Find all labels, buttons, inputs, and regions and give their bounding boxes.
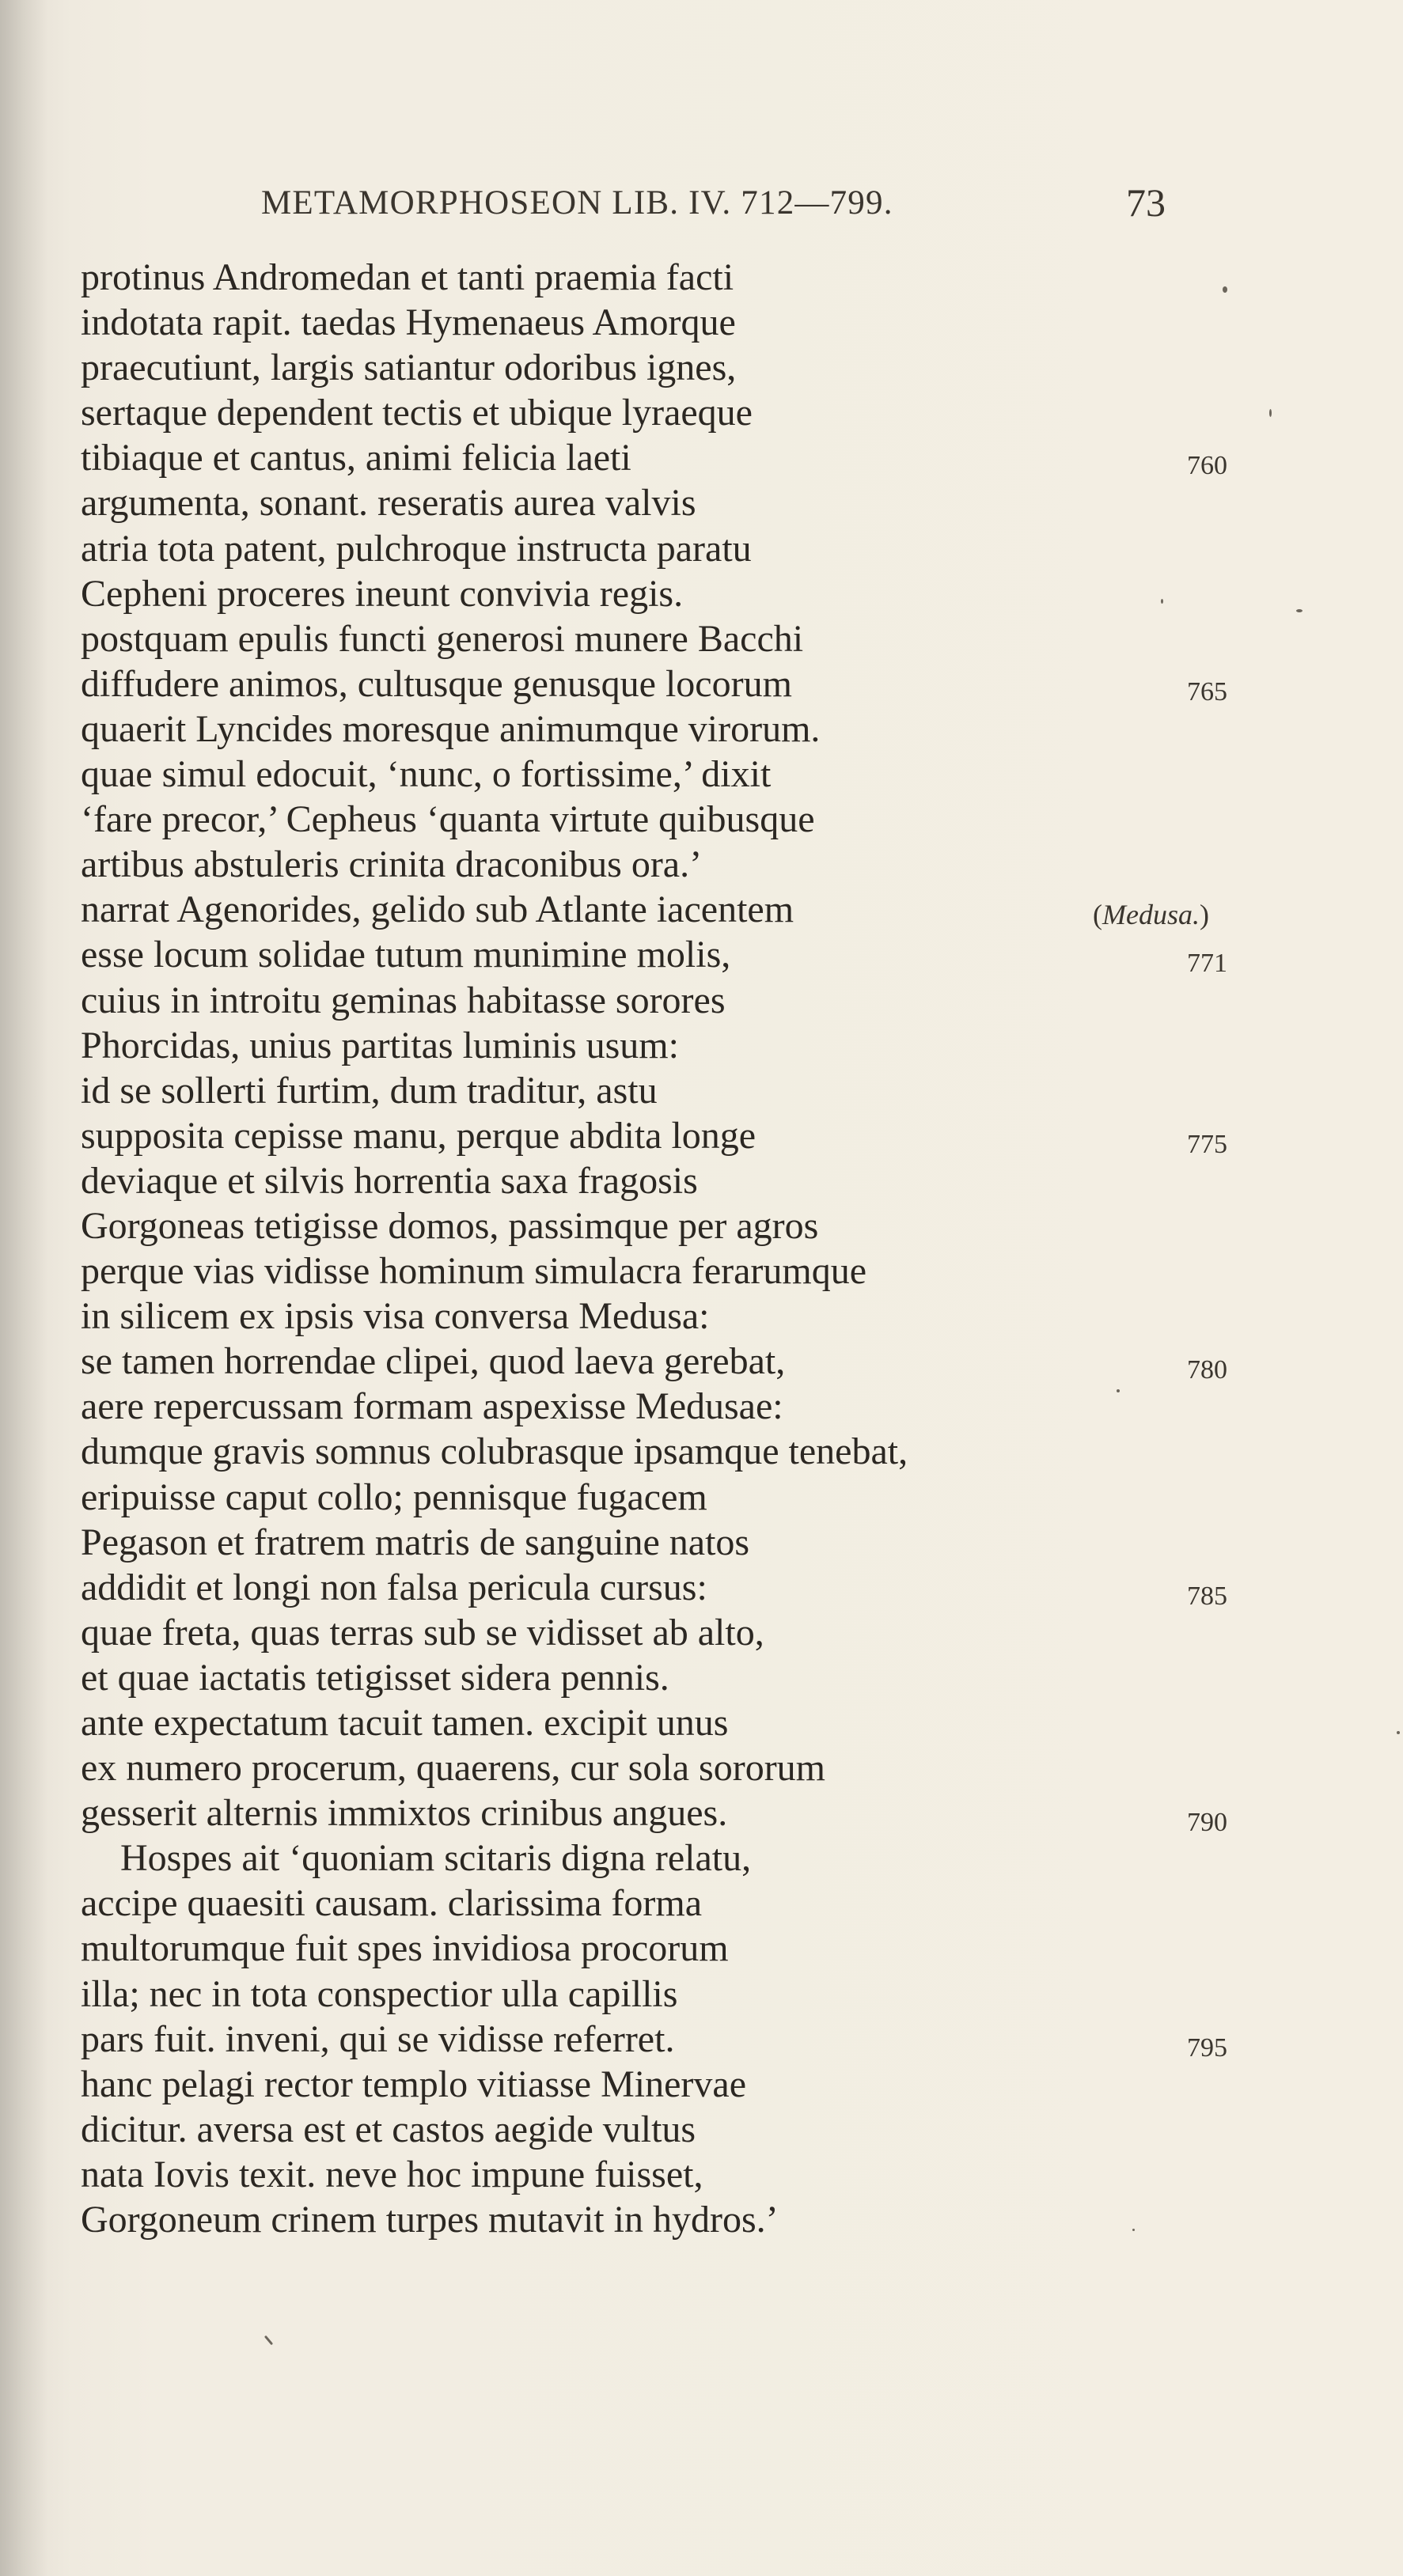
verse-line: cuius in introitu geminas habitasse sorores — [81, 979, 726, 1021]
verse-line: Gorgoneum crinem turpes mutavit in hydros.’ — [81, 2199, 779, 2241]
verse-line: aere repercussam formam aspexisse Medusae: — [81, 1385, 783, 1428]
verse-line: hanc pelagi rector templo vitiasse Minervae — [81, 2063, 747, 2105]
verse-line: artibus abstuleris crinita draconibus ora.’ — [81, 843, 703, 886]
verse-line: indotata rapit. taedas Hymenaeus Amorque — [81, 301, 736, 344]
verse-line: quae freta, quas terras sub se vidisset ab alto, — [81, 1611, 764, 1654]
verse-line: supposita cepisse manu, perque abdita longe — [81, 1114, 756, 1157]
verse-line: ante expectatum tacuit tamen. excipit unus — [81, 1702, 729, 1744]
verse-line: nata Iovis texit. neve hoc impune fuisset, — [81, 2153, 703, 2195]
verse-line: et quae iactatis tetigisset sidera pennis. — [81, 1656, 669, 1699]
verse-line: diffudere animos, cultusque genusque locorum — [81, 662, 792, 705]
ink-speck — [1296, 609, 1303, 612]
line-number: 795 — [1187, 2033, 1227, 2063]
verse-line: multorumque fuit spes invidiosa procorum — [81, 1927, 729, 1970]
verse-line: argumenta, sonant. reseratis aurea valvis — [81, 482, 696, 525]
side-note: (Medusa.) — [1093, 899, 1209, 930]
verse-line: se tamen horrendae clipei, quod laeva gerebat, — [81, 1340, 786, 1383]
line-number: 771 — [1187, 949, 1227, 978]
verse-line: quae simul edocuit, ‘nunc, o fortissime,’ dixit — [81, 753, 772, 796]
verse-line: illa; nec in tota conspectior ulla capillis — [81, 1972, 678, 2015]
verse-line: Pegason et fratrem matris de sanguine natos — [81, 1521, 750, 1563]
line-number: 785 — [1187, 1582, 1227, 1611]
verse-line: Phorcidas, unius partitas luminis usum: — [81, 1024, 679, 1066]
verse-line: ‘fare precor,’ Cepheus ‘quanta virtute quibusque — [81, 798, 815, 841]
verse-line: addidit et longi non falsa pericula cursus: — [81, 1566, 707, 1608]
line-number: 760 — [1187, 451, 1227, 480]
ink-speck — [1117, 1389, 1120, 1392]
verse-line: deviaque et silvis horrentia saxa fragosis — [81, 1159, 698, 1202]
verse-line: Cepheni proceres ineunt convivia regis. — [81, 572, 684, 615]
verse-line: in silicem ex ipsis visa conversa Medusa: — [81, 1295, 710, 1338]
verse-line: gesserit alternis immixtos crinibus angues. — [81, 1792, 728, 1835]
ink-speck — [1223, 286, 1227, 293]
verse-line: sertaque dependent tectis et ubique lyraeque — [81, 392, 753, 434]
verse-block — [81, 255, 1133, 2242]
verse-line-indented: Hospes ait ‘quoniam scitaris digna relatu, — [120, 1837, 752, 1880]
verse-line: accipe quaesiti causam. clarissima forma — [81, 1882, 702, 1925]
ink-speck — [264, 2335, 273, 2346]
ink-speck — [1132, 2229, 1135, 2231]
verse-line: dumque gravis somnus colubrasque ipsamque tenebat, — [81, 1430, 908, 1473]
verse-line: pars fuit. inveni, qui se vidisse referret. — [81, 2017, 675, 2060]
running-head-title: METAMORPHOSEON LIB. IV. 712—799. — [261, 184, 893, 222]
verse-line: tibiaque et cantus, animi felicia laeti — [81, 437, 631, 479]
verse-line: Gorgoneas tetigisse domos, passimque per agros — [81, 1204, 819, 1247]
ink-speck — [1161, 599, 1163, 604]
binding-gutter-shadow — [0, 0, 47, 2576]
ink-speck — [1397, 1731, 1400, 1734]
verse-line: esse locum solidae tutum munimine molis, — [81, 934, 731, 976]
verse-line: protinus Andromedan et tanti praemia facti — [81, 256, 734, 298]
verse-line: perque vias vidisse hominum simulacra ferarumque — [81, 1250, 867, 1293]
verse-line: eripuisse caput collo; pennisque fugacem — [81, 1476, 707, 1518]
page-number: 73 — [1126, 180, 1166, 225]
verse-line: narrat Agenorides, gelido sub Atlante iacentem — [81, 888, 794, 931]
verse-line: dicitur. aversa est et castos aegide vultus — [81, 2108, 696, 2150]
line-number: 775 — [1187, 1130, 1227, 1159]
verse-line: postquam epulis functi generosi munere Bacchi — [81, 617, 804, 660]
verse-line: ex numero procerum, quaerens, cur sola sororum — [81, 1747, 826, 1790]
line-number: 765 — [1187, 677, 1227, 707]
side-note-text: Medusa. — [1102, 899, 1200, 930]
line-number: 780 — [1187, 1355, 1227, 1385]
ink-speck — [1269, 409, 1272, 417]
line-number: 790 — [1187, 1808, 1227, 1837]
verse-line: quaerit Lyncides moresque animumque virorum. — [81, 707, 821, 750]
verse-line: praecutiunt, largis satiantur odoribus ignes, — [81, 347, 737, 389]
verse-line: id se sollerti furtim, dum traditur, astu — [81, 1069, 658, 1112]
verse-line: atria tota patent, pulchroque instructa paratu — [81, 527, 752, 570]
